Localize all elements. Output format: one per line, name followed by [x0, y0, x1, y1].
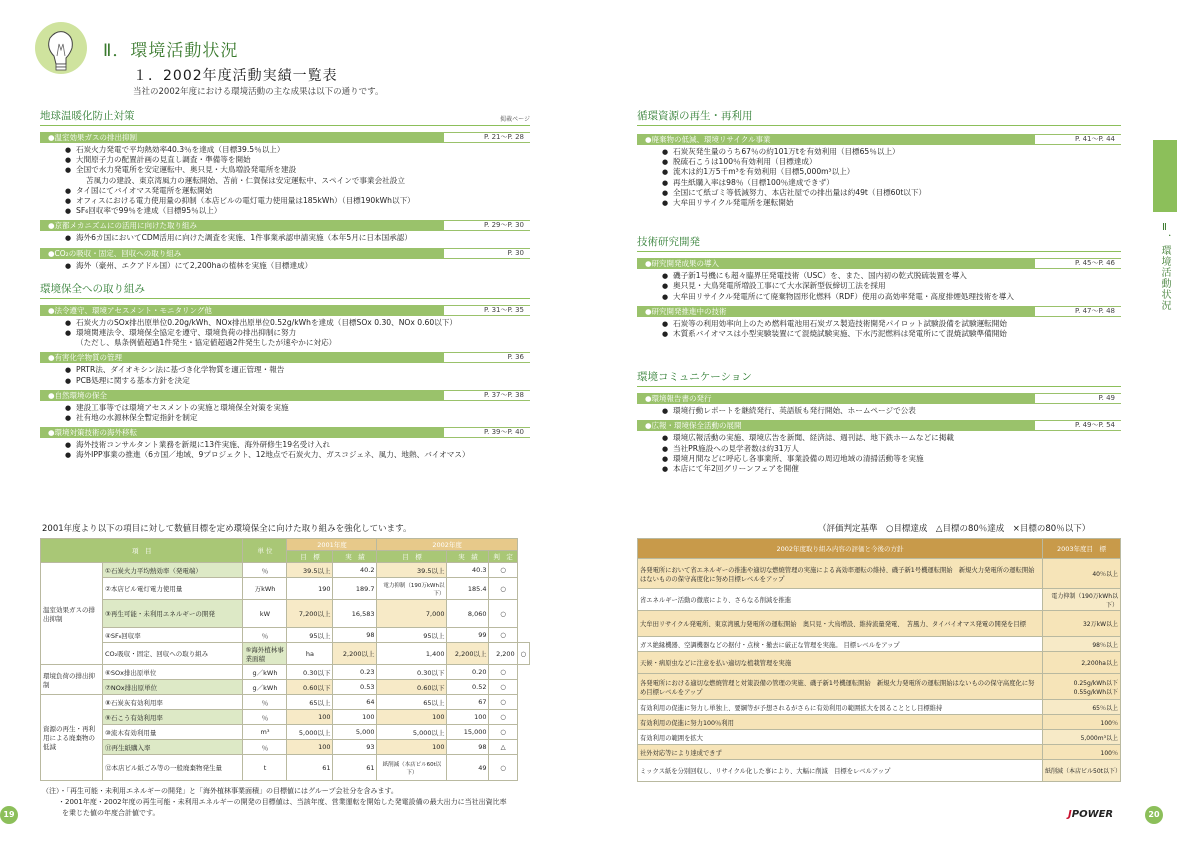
list-item: ● 脱硫石こうは100％有効利用（目標達成） — [661, 157, 1121, 167]
bullet-list — [64, 261, 530, 271]
judgement: ○ — [489, 628, 517, 643]
list-item: ● 木質系バイオマスは小型実験装置にて混焼試験実施、下水汚泥燃料は発電所にて混焼試験準備開始 — [661, 329, 1121, 339]
page-ref: P. 45〜P. 46 — [1035, 259, 1121, 268]
table-caption: 2001年度より以下の項目に対して数値目標を定め環境保全に向けた取り組みを強化しています。 — [42, 524, 412, 534]
list-item: ● 流木は約1万5千m³を有効利用（目標5,000m³以上） — [661, 167, 1121, 177]
actual-2002: 2,200 — [489, 643, 517, 665]
row-item: ⑥SOx排出原単位 — [103, 665, 243, 680]
list-item: ● 海外6カ国においてCDM活用に向けた調査を実施、1件事業承認申請実施（本年5月に日本国承認） — [64, 233, 530, 243]
header-2001: 2001年度 — [287, 539, 377, 551]
targets-table — [40, 538, 530, 781]
actual-2002: 67 — [447, 695, 489, 710]
target-2003: 100％ — [1043, 745, 1121, 760]
table-row — [41, 755, 530, 781]
table-row — [41, 643, 530, 665]
bullet-list — [64, 318, 530, 349]
actual-2002: 8,060 — [447, 600, 489, 628]
actual-2001: 100 — [333, 710, 377, 725]
target-2001: 7,200以上 — [287, 600, 333, 628]
bar-label: ●廃棄物の低減、環境リサイクル事業 — [645, 135, 771, 144]
target-2003: 40％以上 — [1043, 559, 1121, 589]
bar-label: ●研究開発成果の導入 — [645, 259, 720, 269]
table-row — [41, 725, 530, 740]
actual-2001: 5,000 — [333, 725, 377, 740]
bullet-list — [64, 145, 530, 216]
actual-2002: 0.52 — [447, 680, 489, 695]
actual-2001: 93 — [333, 740, 377, 755]
table-row — [41, 680, 530, 695]
target-2001: 95以上 — [287, 628, 333, 643]
group-label: 資源の再生・再利用による廃棄物の低減 — [41, 695, 103, 781]
table-row — [638, 637, 1121, 652]
bullet-list — [64, 440, 530, 460]
list-item: ● 全国にて紙ゴミ等低減努力、本店社屋での排出量は約49t（目標60t以下） — [661, 188, 1121, 198]
policy-text: 天候・病原虫などに注意を払い適切な植栽管理を実施 — [638, 652, 1043, 674]
row-item: ④SF₆回収率 — [103, 628, 243, 643]
row-unit: ％ — [243, 710, 287, 725]
section-bar — [40, 352, 530, 363]
bar-label: ●温室効果ガスの排出抑制 — [48, 133, 138, 142]
row-unit: t — [243, 755, 287, 781]
list-item: ● 全国で水力発電所を安定運転中、奥只見・大鳥増設発電所を建設 — [64, 165, 530, 175]
table-row — [41, 578, 530, 600]
table-row — [638, 760, 1121, 782]
table-row — [41, 600, 530, 628]
footnote-line: を乗じた値の年度合計値です。 — [62, 809, 160, 817]
section-heading: 環境保全への取り組み — [40, 281, 530, 299]
page-ref: P. 36 — [444, 353, 530, 362]
list-item: ● オフィスにおける電力使用量の抑制（本店ビルの電灯電力使用量は185kWh）（目標190kWh以下） — [64, 196, 530, 206]
row-unit: ha — [287, 643, 333, 665]
section-bar — [637, 420, 1121, 431]
list-item: ● 環境関連法令、環境保全協定を遵守、環境負荷の排出抑制に努力 — [64, 328, 530, 338]
page-number-left: 19 — [0, 806, 18, 824]
table-row — [41, 665, 530, 680]
judgement: ○ — [489, 680, 517, 695]
header-item: 項 目 — [41, 539, 243, 563]
page-ref: P. 49〜P. 54 — [1035, 421, 1121, 430]
target-2003: 2,200ha以上 — [1043, 652, 1121, 674]
target-2001: 2,200以上 — [333, 643, 377, 665]
policy-text: 有効利用の範囲を拡大 — [638, 730, 1043, 745]
bullet-list — [64, 365, 530, 385]
target-2001: 190 — [287, 578, 333, 600]
row-unit: 万kWh — [243, 578, 287, 600]
bullet-list — [64, 403, 530, 423]
judgement: ○ — [489, 665, 517, 680]
list-item: ● 海外（豪州、エクアドル国）にて2,200haの植林を実施（目標達成） — [64, 261, 530, 271]
section-bar — [40, 427, 530, 438]
list-item: ● 海外IPP事業の推進（6カ国／地域、9プロジェクト、12地点で石炭火力、ガスコジェネ、風力、地熱、バイオマス） — [64, 450, 530, 460]
page-ref: P. 41〜P. 44 — [1035, 135, 1121, 144]
page-ref: P. 30 — [444, 249, 530, 258]
actual-2001: 189.7 — [333, 578, 377, 600]
actual-2001: 64 — [333, 695, 377, 710]
actual-2002: 0.20 — [447, 665, 489, 680]
bar-label: ●京都メカニズムにの活用に向けた取り組み — [48, 221, 198, 231]
header-judge: 判 定 — [489, 551, 517, 563]
row-unit: g／kWh — [243, 665, 287, 680]
table-row — [638, 700, 1121, 715]
list-item: （ただし、県条例値超過1件発生・協定値超過2件発生したが速やかに対応） — [76, 338, 337, 348]
section-bar — [637, 258, 1121, 269]
bar-label: ●自然環境の保全 — [48, 390, 108, 400]
list-item: ● 社有地の水源林保全暫定指針を制定 — [64, 413, 530, 423]
logo-text: POWER — [1071, 809, 1114, 820]
bar-label: ●環境対策技術の海外移転 — [48, 428, 138, 438]
table-row — [41, 628, 530, 643]
list-item: ● PCB処理に関する基本方針を決定 — [64, 376, 530, 386]
list-item: ● 奥只見・大鳥発電所増設工事にて大水深新型仮締切工法を採用 — [661, 281, 1121, 291]
target-2002: 紙削減（本店ビル60t以下） — [377, 755, 447, 781]
group-label: 環境負荷の排出抑制 — [41, 665, 103, 695]
page-number-right: 20 — [1145, 806, 1163, 824]
row-item: ⑪再生紙購入率 — [103, 740, 243, 755]
judgement: △ — [489, 740, 517, 755]
page-ref: P. 37〜P. 38 — [444, 391, 530, 400]
list-item: ● 石炭火力発電で平均熱効率40.3％を達成（目標39.5％以上） — [64, 145, 530, 155]
actual-2001: 0.23 — [333, 665, 377, 680]
policy-text: 省エネルギー活動の徹底により、さらなる削減を推進 — [638, 589, 1043, 611]
bar-label: ●有害化学物質の管理 — [48, 353, 123, 363]
list-item: ● 大牟田リサイクル発電所にて廃棄物固形化燃料（RDF）使用の高効率発電・高度排煙処理技術を導入 — [661, 292, 1121, 302]
section-bar — [40, 248, 530, 259]
list-item: ● タイ国にてバイオマス発電所を運転開始 — [64, 186, 530, 196]
policy-text: 各発電所において省エネルギーの推進や適切な燃焼管理の実施による高効率運転の維持、磯子新1号機運転開始 新規火力発電所の運転開始はないものの保守高度化に努め目標レベルをアップ — [638, 559, 1043, 589]
page-ref: P. 39〜P. 40 — [444, 428, 530, 437]
row-unit: ％ — [243, 563, 287, 578]
target-2003: 5,000m³以上 — [1043, 730, 1121, 745]
list-item: ● 再生紙購入率は98％（目標100％達成できず） — [661, 178, 1121, 188]
policy-text: 有効利用の促進に努力100％利用 — [638, 715, 1043, 730]
lightbulb-icon — [30, 20, 92, 82]
chapter-title: Ⅱ．環境活動状況 — [103, 41, 239, 61]
side-tab — [1153, 140, 1177, 212]
judgement: ○ — [489, 710, 517, 725]
target-2003: 65％以上 — [1043, 700, 1121, 715]
list-item: ● 磯子新1号機にも超々臨界圧発電技術（USC）を、また、国内初の乾式脱硫装置を導入 — [661, 271, 1121, 281]
list-item: ● 環境広報活動の実施、環境広告を新聞、経済誌、週刊誌、地下鉄ホームなどに掲載 — [661, 433, 1121, 443]
row-item: ⑤海外植林事業面積 — [243, 643, 287, 665]
header-target-2003: 2003年度目 標 — [1043, 539, 1121, 559]
target-2001: 61 — [287, 755, 333, 781]
bar-label: ●広報・環境保全活動の展開 — [645, 421, 742, 431]
jpower-logo — [1068, 809, 1113, 820]
policy-text: 各発電所における適切な燃焼管理と対策設備の管理の実施、磯子新1号機運転開始 新規火力発電所の運転開始はないものの保守高度化に努め目標レベルをアップ — [638, 674, 1043, 700]
list-item: ● PRTR法、ダイオキシン法に基づき化学物質を適正管理・報告 — [64, 365, 530, 375]
group-label: CO₂吸収・固定、回収への取り組み — [103, 643, 243, 665]
table-row — [638, 611, 1121, 637]
header-policy: 2002年度取り組み内容の評価と今後の方針 — [638, 539, 1043, 559]
target-2002: 95以上 — [377, 628, 447, 643]
target-2002: 0.60以下 — [377, 680, 447, 695]
bullet-list — [661, 406, 1121, 416]
policy-text: ミックス紙を分別回収し、リサイクル化した事により、大幅に削減 目標をレベルアップ — [638, 760, 1043, 782]
footnotes — [42, 786, 562, 819]
bullet-list — [661, 147, 1121, 208]
target-2002: 100 — [377, 710, 447, 725]
actual-2001: 16,583 — [333, 600, 377, 628]
list-item: ● 大牟田リサイクル発電所を運転開始 — [661, 198, 1121, 208]
target-2001: 100 — [287, 710, 333, 725]
list-item: ● 海外技術コンサルタント業務を新規に13件実施、海外研修生19名受け入れ — [64, 440, 530, 450]
header-target: 目 標 — [377, 551, 447, 563]
right-column — [637, 108, 1121, 478]
row-unit: kW — [243, 600, 287, 628]
target-2001: 0.60以下 — [287, 680, 333, 695]
table-row — [638, 559, 1121, 589]
judgement: ○ — [517, 643, 529, 665]
logo-mark: J — [1068, 809, 1072, 820]
target-2002: 電力抑制（190万kWh以下） — [377, 578, 447, 600]
list-item: ● 本店にて年2回グリーンフェアを開催 — [661, 464, 1121, 474]
actual-2001: 61 — [333, 755, 377, 781]
ref-caption: 掲載ページ — [500, 116, 530, 123]
policy-table — [637, 538, 1121, 782]
target-2002: 2,200以上 — [447, 643, 489, 665]
actual-2001: 40.2 — [333, 563, 377, 578]
group-label: 温室効果ガスの排出抑制 — [41, 563, 103, 665]
table-row — [41, 695, 530, 710]
bar-label: ●環境報告書の発行 — [645, 394, 712, 404]
row-item: ②本店ビル電灯電力使用量 — [103, 578, 243, 600]
judgement: ○ — [489, 755, 517, 781]
header-actual: 実 績 — [333, 551, 377, 563]
target-2003: 紙削減（本店ビル50t以下） — [1043, 760, 1121, 782]
table-row — [41, 740, 530, 755]
judgement: ○ — [489, 725, 517, 740]
page-ref: P. 47〜P. 48 — [1035, 307, 1121, 316]
policy-text: ガス絶縁機器、空調機器などの据付・点検・撤去に厳正な管理を実施。 目標レベルをアップ — [638, 637, 1043, 652]
table-row — [638, 745, 1121, 760]
section-bar — [40, 132, 530, 143]
page-subtitle: １．2002年度活動実績一覧表 — [133, 68, 338, 84]
list-item: ● 当社PR施設への見学者数は約31万人 — [661, 444, 1121, 454]
target-2003: 32万kW以上 — [1043, 611, 1121, 637]
row-unit: ％ — [243, 628, 287, 643]
target-2001: 5,000以上 — [287, 725, 333, 740]
actual-2002: 15,000 — [447, 725, 489, 740]
side-tab-label: Ⅱ．環境活動状況 — [1159, 222, 1170, 311]
actual-2002: 100 — [447, 710, 489, 725]
list-item: ● SF₆回収率で99％を達成（目標95％以上） — [64, 206, 530, 216]
judgement: ○ — [489, 695, 517, 710]
target-2002: 65以上 — [377, 695, 447, 710]
evaluation-legend: （評価判定基準 ○目標達成 △目標の80％達成 ×目標の80％以下） — [818, 524, 1091, 534]
section-bar — [637, 134, 1121, 145]
header-unit: 単 位 — [243, 539, 287, 563]
target-2003: 0.25g/kWh以下 0.55g/kWh以下 — [1043, 674, 1121, 700]
actual-2002: 49 — [447, 755, 489, 781]
target-2003: 100％ — [1043, 715, 1121, 730]
section-heading: 循環資源の再生・再利用 — [637, 108, 1121, 126]
row-item: ⑩流木有効利用量 — [103, 725, 243, 740]
footnote-line: ・2001年度・2002年度の再生可能・未利用エネルギーの開発の目標値は、当該年度、営業運転を開始した発電設備の最大出力に当社出資比率 — [58, 798, 507, 806]
target-2002: 39.5以上 — [377, 563, 447, 578]
section-bar — [40, 305, 530, 316]
list-item: ● 建設工事等では環境アセスメントの実施と環境保全対策を実施 — [64, 403, 530, 413]
target-2002: 5,000以上 — [377, 725, 447, 740]
header-target: 目 標 — [287, 551, 333, 563]
policy-text: 社外対応等により達成できず — [638, 745, 1043, 760]
table-row — [638, 674, 1121, 700]
section-bar — [40, 220, 530, 231]
judgement: ○ — [489, 563, 517, 578]
row-item: ⑧石炭灰有効利用率 — [103, 695, 243, 710]
row-item: ⑦NOx排出原単位 — [103, 680, 243, 695]
row-unit: m³ — [243, 725, 287, 740]
list-item: ● 大間原子力の配置計画の見直し調査・準備等を開始 — [64, 155, 530, 165]
section-bar — [637, 393, 1121, 404]
row-unit: ％ — [243, 695, 287, 710]
page-ref: P. 21〜P. 28 — [444, 133, 530, 142]
judgement: ○ — [489, 578, 517, 600]
section-bar — [40, 390, 530, 401]
list-item: 苫風力の建設、東京湾風力の運転開始、苫前・仁賀保は安定運転中、スペインで事業会社設立 — [76, 175, 405, 185]
section-heading: 地球温暖化防止対策 — [40, 108, 530, 126]
table-row — [638, 652, 1121, 674]
actual-2002: 185.4 — [447, 578, 489, 600]
row-item: ③再生可能・未利用エネルギーの開発 — [103, 600, 243, 628]
actual-2002: 98 — [447, 740, 489, 755]
target-2001: 39.5以上 — [287, 563, 333, 578]
page-ref: P. 49 — [1035, 394, 1121, 403]
target-2002: 0.30以下 — [377, 665, 447, 680]
bullet-list — [661, 319, 1121, 339]
row-item: ①石炭火力平均熱効率（発電端） — [103, 563, 243, 578]
lead-text: 当社の2002年度における環境活動の主な成果は以下の通りです。 — [133, 87, 384, 97]
target-2001: 65以上 — [287, 695, 333, 710]
target-2003: 98％以上 — [1043, 637, 1121, 652]
bullet-list — [661, 271, 1121, 302]
bullet-list — [661, 433, 1121, 474]
list-item: ● 石炭等の利用効率向上のため燃料電池用石炭ガス製造技術開発パイロット試験設備を試験運転開始 — [661, 319, 1121, 329]
list-item: ● 石炭灰発生量のうち67％の約101万tを有効利用（目標65％以上） — [661, 147, 1121, 157]
list-item: ● 環境行動レポートを継続発行、英語版も発行開始、ホームページで公表 — [661, 406, 1121, 416]
section-bar — [637, 306, 1121, 317]
policy-text: 有効利用の促進に努力し単独上、要綱等が予想されるがさらに有効利用の範囲拡大を図ることとし目標維持 — [638, 700, 1043, 715]
page-ref: P. 31〜P. 35 — [444, 306, 530, 315]
list-item: ● 環境月間などに呼応し各事業所、事業設備の周辺地域の清掃活動等を実施 — [661, 454, 1121, 464]
bar-label: ●CO₂の吸収・固定、回収への取り組み — [48, 248, 182, 258]
actual-2002: 99 — [447, 628, 489, 643]
row-item: ⑨石こう有効利用率 — [103, 710, 243, 725]
footnote-line: （注）・「再生可能・未利用エネルギーの開発」と「海外植林事業面積」の目標値にはグループ会社分を含みます。 — [42, 787, 398, 795]
table-row — [638, 715, 1121, 730]
policy-text: 大牟田リサイクル発電所、東京湾風力発電所の運転開始 奥只見・大鳥増設、維持流量発電、 苫風力、タイバイオマス発電の開発を目標 — [638, 611, 1043, 637]
target-2002: 7,000 — [377, 600, 447, 628]
header-actual: 実 績 — [447, 551, 489, 563]
bar-label: ●研究開発推進中の技術 — [645, 306, 727, 316]
row-item: ⑫本店ビル紙ごみ等の一般廃棄物発生量 — [103, 755, 243, 781]
judgement: ○ — [489, 600, 517, 628]
header-2002: 2002年度 — [377, 539, 517, 551]
page-ref: P. 29〜P. 30 — [444, 221, 530, 230]
actual-2001: 1,400 — [377, 643, 447, 665]
row-unit: ％ — [243, 740, 287, 755]
actual-2001: 98 — [333, 628, 377, 643]
list-item: ● 石炭火力のSOx排出原単位0.20g/kWh、NOx排出原単位0.52g/kWhを達成（目標SOx 0.30、NOx 0.60以下） — [64, 318, 530, 328]
section-heading: 技術研究開発 — [637, 234, 1121, 252]
bullet-list — [64, 233, 530, 243]
bar-label: ●法令遵守、環境アセスメント・モニタリング他 — [48, 305, 212, 315]
table-row — [41, 563, 530, 578]
actual-2001: 0.53 — [333, 680, 377, 695]
target-2001: 100 — [287, 740, 333, 755]
table-row — [638, 730, 1121, 745]
target-2003: 電力抑制（190万kWh以下） — [1043, 589, 1121, 611]
row-unit: g／kWh — [243, 680, 287, 695]
section-heading: 環境コミュニケーション — [637, 369, 1121, 387]
left-column — [40, 108, 530, 465]
target-2002: 100 — [377, 740, 447, 755]
table-row — [41, 710, 530, 725]
actual-2002: 40.3 — [447, 563, 489, 578]
target-2001: 0.30以下 — [287, 665, 333, 680]
table-row — [638, 589, 1121, 611]
